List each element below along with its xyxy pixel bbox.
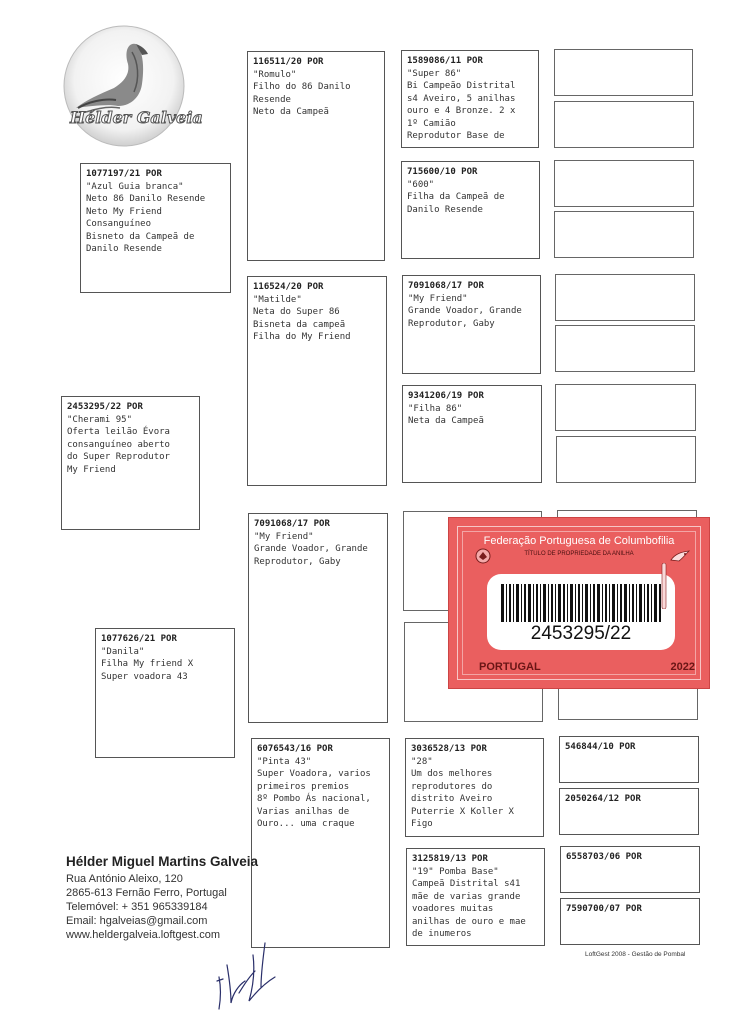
pedigree-gen4-4: [402, 385, 542, 483]
ring-number: 3036528/13 POR: [411, 744, 487, 754]
pigeon-note: s4 Aveiro, 5 anilhas: [407, 93, 516, 104]
pigeon-note: Grande Voador, Grande: [254, 544, 368, 554]
pedigree-gen5-1: [554, 49, 693, 96]
loft-logo: [58, 22, 203, 150]
certificate-title: Federação Portuguesa de Columbofilia: [483, 535, 675, 547]
pigeon-note: Campeã Distrital s41: [412, 879, 521, 889]
pigeon-note: Neto 86 Danilo Resende: [86, 194, 206, 204]
pigeon-note: Neto My Friend: [86, 206, 162, 217]
pigeon-note: voadores muitas: [412, 904, 494, 914]
pedigree-gen5-2: [554, 101, 694, 148]
pigeon-note: de inumeros: [412, 929, 472, 939]
pigeon-note: Super Voadora, varios: [257, 769, 371, 779]
ring-number: 1077197/21 POR: [86, 169, 162, 179]
pedigree-gen5-14: [559, 788, 699, 835]
pigeon-note: consanguíneo aberto: [67, 439, 170, 450]
pigeon-note: reprodutores do: [411, 781, 493, 792]
pigeon-note: Bisneto da Campeã de: [86, 231, 195, 242]
owner-phone: Telemóvel: + 351 965339184: [66, 901, 208, 913]
software-footer: LoftGest 2008 - Gestão de Pombal: [585, 951, 686, 958]
pigeon-name: "28": [411, 756, 433, 767]
owner-contact: [66, 852, 266, 942]
ring-number: 6076543/16 POR: [257, 744, 333, 754]
ring-number: 7590700/07 POR: [566, 904, 642, 914]
owner-email: Email: hgalveias@gmail.com: [66, 915, 208, 927]
barcode-icon: [501, 584, 661, 622]
pigeon-name: "Cherami 95": [67, 414, 133, 425]
pedigree-gen4-1: [401, 50, 539, 148]
pigeon-note: 1º Camião: [407, 118, 456, 129]
pedigree-dam-sire: [248, 513, 388, 723]
ring-number: 9341206/19 POR: [408, 391, 484, 401]
ring-number: 1077626/21 POR: [101, 634, 177, 644]
ring-number: 116524/20 POR: [253, 282, 324, 292]
pigeon-name: "Romulo": [253, 69, 297, 80]
pedigree-gen5-5: [555, 274, 695, 321]
pedigree-gen5-7: [555, 384, 696, 431]
pedigree-sire-sire: [247, 51, 385, 261]
pedigree-gen5-16: [560, 898, 700, 945]
pigeon-note: Filha My friend X: [101, 659, 194, 669]
pigeon-note: Super voadora 43: [101, 671, 188, 682]
pigeon-note: Bi Campeão Distrital: [407, 81, 516, 91]
pigeon-note: ouro e 4 Bronze. 2 x: [407, 106, 516, 116]
pigeon-name: "Matilde": [253, 294, 302, 305]
pedigree-gen4-7: [405, 738, 544, 837]
pigeon-name: "Azul Guia branca": [86, 181, 184, 192]
pigeon-name: "600": [407, 179, 435, 190]
pedigree-gen5-8: [556, 436, 696, 483]
pigeon-note: Reprodutor Base de: [407, 131, 505, 141]
pigeon-note: Figo: [411, 819, 433, 829]
ring-number: 116511/20 POR: [253, 57, 324, 67]
pedigree-dam-dam: [251, 738, 390, 948]
pedigree-sire-dam: [247, 276, 387, 486]
pedigree-gen4-3: [402, 275, 541, 374]
pedigree-gen5-4: [554, 211, 694, 258]
pedigree-gen5-15: [560, 846, 700, 893]
pigeon-name: "Danila": [101, 646, 145, 657]
ring-number: 3125819/13 POR: [412, 854, 488, 864]
ring-number: 1589086/11 POR: [407, 56, 483, 66]
pigeon-note: Um dos melhores: [411, 769, 493, 779]
ring-number: 2453295/22 POR: [67, 402, 143, 412]
pigeon-note: 8º Pombo Ás nacional,: [257, 794, 371, 804]
pigeon-name: "Super 86": [407, 68, 462, 79]
pigeon-note: My Friend: [67, 464, 116, 475]
pigeon-note: mãe de varias grande: [412, 891, 521, 902]
owner-address: Rua António Aleixo, 120: [66, 873, 183, 885]
pigeon-note: anilhas de ouro e mae: [412, 916, 526, 927]
pigeon-note: distrito Aveiro: [411, 794, 493, 804]
pigeon-name: "My Friend": [408, 293, 468, 304]
pigeon-note: Neto da Campeã: [253, 107, 329, 117]
pigeon-note: Puterrie X Koller X: [411, 806, 514, 817]
certificate-country: PORTUGAL: [479, 661, 541, 673]
ring-ownership-certificate: [448, 517, 710, 689]
ring-number: 715600/10 POR: [407, 167, 478, 177]
pedigree-gen5-13: [559, 736, 699, 783]
pigeon-note: Neta do Super 86: [253, 307, 340, 317]
pigeon-name: "Pinta 43": [257, 756, 312, 767]
pigeon-note: Grande Voador, Grande: [408, 306, 522, 316]
pigeon-note: Filha do My Friend: [253, 332, 351, 342]
pigeon-note: Danilo Resende: [407, 204, 483, 215]
pigeon-note: Filha da Campeã de: [407, 192, 505, 202]
pedigree-sire: [80, 163, 231, 293]
logo-text: Hélder Galveia: [70, 108, 203, 127]
pigeon-note: Reprodutor, Gaby: [408, 318, 495, 329]
pigeon-name: "Filha 86": [408, 403, 463, 414]
ring-number: 546844/10 POR: [565, 742, 636, 752]
certificate-subtitle: TÍTULO DE PROPRIEDADE DA ANILHA: [524, 551, 634, 557]
pigeon-note: Resende: [253, 94, 291, 105]
pigeon-note: Varias anilhas de: [257, 806, 350, 817]
pedigree-gen5-6: [555, 325, 695, 372]
certificate-ring-number: 2453295/22: [530, 623, 632, 644]
pigeon-logo-icon: [58, 22, 188, 150]
pigeon-note: Danilo Resende: [86, 244, 162, 254]
barcode-panel: [487, 574, 675, 650]
owner-city: 2865-613 Fernão Ferro, Portugal: [66, 887, 227, 899]
pigeon-note: Reprodutor, Gaby: [254, 556, 341, 567]
pedigree-gen4-2: [401, 161, 540, 259]
pedigree-subject: [61, 396, 200, 530]
pedigree-gen5-3: [554, 160, 694, 207]
ring-number: 7091068/17 POR: [408, 281, 484, 291]
ring-number: 7091068/17 POR: [254, 519, 330, 529]
owner-website: www.heldergalveia.loftgest.com: [66, 929, 221, 941]
pigeon-note: Consanguíneo: [86, 219, 152, 229]
signature-icon: [205, 935, 290, 1015]
owner-name: Hélder Miguel Martins Galveia: [66, 854, 259, 869]
pigeon-note: Oferta leilão Évora: [67, 427, 170, 437]
pigeon-name: "19" Pomba Base": [412, 866, 499, 877]
pigeon-note: Bisneta da campeã: [253, 319, 346, 330]
pigeon-note: Neta da Campeã: [408, 416, 484, 426]
pigeon-note: do Super Reprodutor: [67, 452, 170, 462]
pigeon-note: primeiros premios: [257, 781, 350, 792]
ring-tag-icon: [659, 563, 669, 609]
pigeon-name: "My Friend": [254, 531, 314, 542]
ring-number: 6558703/06 POR: [566, 852, 642, 862]
pigeon-note: Ouro... uma craque: [257, 819, 355, 829]
certificate-year: 2022: [670, 661, 695, 673]
pigeon-note: Filho do 86 Danilo: [253, 82, 351, 92]
pedigree-dam: [95, 628, 235, 758]
ring-number: 2050264/12 POR: [565, 794, 641, 804]
pedigree-gen4-8: [406, 848, 545, 946]
